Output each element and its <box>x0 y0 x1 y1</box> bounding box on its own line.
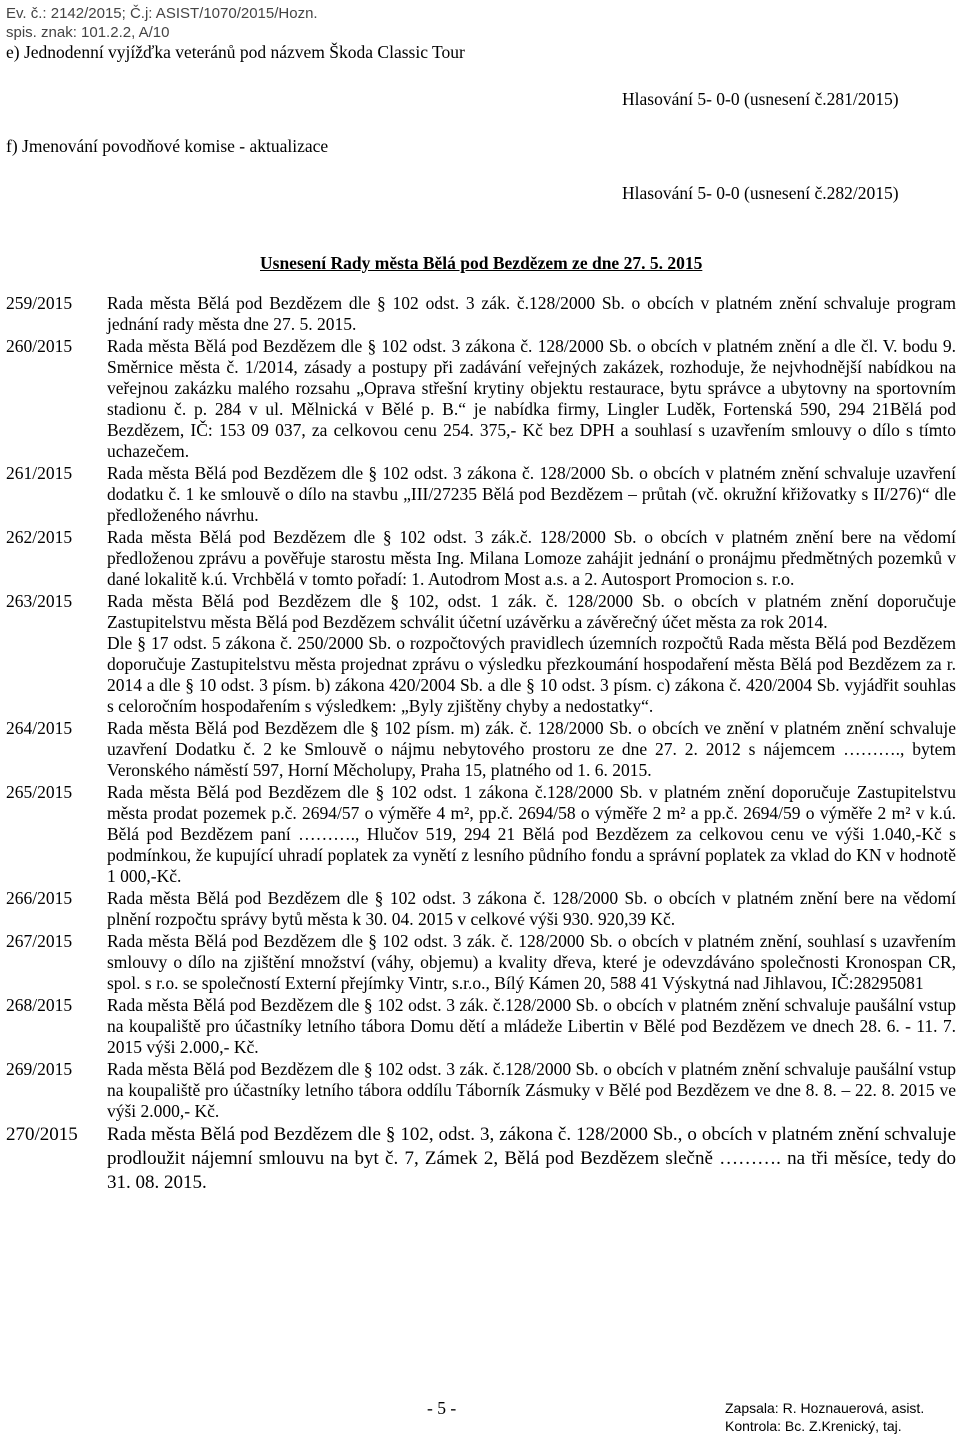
resolution-text <box>107 888 956 930</box>
resolution-text <box>107 782 956 887</box>
resolution-paragraph: Rada města Bělá pod Bezdězem dle § 102 písm. m) zák. č. 128/2000 Sb. o obcích ve znění v platném znění schvaluje uzavření Dodatku č. 2 ke Smlouvě o nájmu nebytového prostoru ze dne 27. 2. 2012 s nájemcem ………., bytem Veronského náměstí 597, Horní Měcholupy, Praha 15, platného od 1. 6. 2015. <box>107 718 956 780</box>
resolution-paragraph: Rada města Bělá pod Bezdězem dle § 102, odst. 3, zákona č. 128/2000 Sb., o obcích v platném znění schvaluje prodloužit nájemní smlouvu na byt č. 7, Zámek 2, Bělá pod Bezdězem slečně ………. na tři měsíce, tedy do 31. 08. 2015. <box>107 1124 956 1193</box>
resolution-paragraph: Rada města Bělá pod Bezdězem dle § 102 odst. 3 zákona č. 128/2000 Sb. o obcích v platném znění a dle čl. V. bodu 9. Směrnice města č. 1/2014, zásady a postupy při zadávání veřejných zakázek, rozhoduje, že nejvhodnější nabídkou na veřejnou zakázku malého rozsahu „Oprava střešní krytiny objektu restaurace, bytu správce a ubytovny na sportovním stadionu č. p. 284 v ul. Mělnická v Bělé p. B.“ je nabídka firmy, Lingler Luděk, Fortenská 590, 294 21Bělá pod Bezdězem, IČ: 153 09 037, za celkovou cenu 254. 375,- Kč bez DPH a souhlasí s uzavřením smlouvy o dílo s tímto uchazečem. <box>107 336 956 461</box>
resolution-number: 269/2015 <box>6 1059 73 1079</box>
resolution-number: 267/2015 <box>6 931 73 951</box>
resolution-266 <box>6 888 956 930</box>
resolution-paragraph: Rada města Bělá pod Bezdězem dle § 102 odst. 3 zák. č.128/2000 Sb. o obcích v platném znění schvaluje paušální vstup na koupaliště pro účastníky letního tábora oddílu Táborník Zásmuky v Bělé pod Bezdězem ve dne 8. 8. – 22. 8. 2015 ve výši 2.000,- Kč. <box>107 1059 956 1121</box>
resolution-paragraph: Rada města Bělá pod Bezdězem dle § 102 odst. 3 zák. č. 128/2000 Sb. o obcích v platném znění, souhlasí s uzavřením smlouvy o dílo na zjištění množství (váhy, objemu) a kvality dřeva, které je odevzdáváno společnosti Kronospan CR, spol. s r.o. se společností Externí přejímky Vintr, s.r.o., Bílý Kámen 20, 588 41 Výskytná nad Jihlavou, IČ:28295081 <box>107 931 956 993</box>
resolution-text <box>107 1123 956 1195</box>
resolution-text <box>107 293 956 335</box>
resolution-paragraph: Rada města Bělá pod Bezdězem dle § 102 odst. 1 zákona č.128/2000 Sb. v platném znění doporučuje Zastupitelstvu města prodat pozemek p.č. 2694/57 o výměře 4 m², pp.č. 2694/58 o výměře 2 m² a pp.č. 2694/59 o výměře 2 m² v k.ú. Bělá pod Bezdězem paní ………., Hlučov 519, 294 21 Bělá pod Bezdězem za celkovou cenu ve výši 1.040,-Kč s podmínkou, že kupující uhradí poplatek za vynětí z lesního půdního fondu a správní poplatek za vklad do KN v hodnotě 1 000,-Kč. <box>107 782 956 886</box>
resolution-paragraph: Rada města Bělá pod Bezdězem dle § 102, odst. 1 zák. č. 128/2000 Sb. o obcích v platném znění doporučuje Zastupitelstvu města Bělá pod Bezdězem schválit účetní uzávěrku a závěrečný účet města za rok 2014. <box>107 591 956 632</box>
resolution-paragraph: Rada města Bělá pod Bezdězem dle § 102 odst. 3 zák.č. 128/2000 Sb. o obcích v platném znění bere na vědomí předloženou zprávu a pověřuje starostu města Ing. Milana Lomoze zahájit jednání o pronájmu předmětných pozemků v dané lokalitě k.ú. Vrchbělá v tomto pořadí: 1. Autodrom Most a.s. a 2. Autosport Promocion s. r.o. <box>107 527 956 589</box>
resolution-number: 263/2015 <box>6 591 73 611</box>
resolution-267 <box>6 931 956 994</box>
resolutions-title: Usnesení Rady města Bělá pod Bezdězem ze dne 27. 5. 2015 <box>260 253 703 273</box>
resolution-number: 268/2015 <box>6 995 73 1015</box>
resolution-paragraph: Rada města Bělá pod Bezdězem dle § 102 odst. 3 zák. č.128/2000 Sb. o obcích v platném znění schvaluje paušální vstup na koupaliště pro účastníky letního tábora Domu dětí a mládeže Libertin v Bělé pod Bezdězem ve dnech 28. 6. - 11. 7. 2015 výši 2.000,- Kč. <box>107 995 956 1057</box>
resolution-264 <box>6 718 956 781</box>
resolution-text <box>107 931 956 994</box>
section-e-title: e) Jednodenní vyjížďka veteránů pod názvem Škoda Classic Tour <box>6 42 465 62</box>
resolution-paragraph: Dle § 17 odst. 5 zákona č. 250/2000 Sb. o rozpočtových pravidlech územních rozpočtů Rada města Bělá pod Bezdězem doporučuje Zastupitelstvu města projednat zprávu o výsledku přezkoumání hospodaření města Bělá pod Bezdězem za r. 2014 a dle § 10 odst. 3 písm. b) zákona 420/2004 Sb. a dle § 10 odst. 3 písm. c) zákona č. 420/2004 Sb. vyjádřit souhlas s celoročním hospodařením s výsledkem: „Byly zjištěny chyby a nedostatky“. <box>107 633 956 716</box>
resolution-number: 261/2015 <box>6 463 73 483</box>
resolution-text <box>107 336 956 462</box>
page-number: - 5 - <box>427 1398 457 1418</box>
resolution-text <box>107 591 956 717</box>
resolution-number: 262/2015 <box>6 527 73 547</box>
resolution-paragraph: Rada města Bělá pod Bezdězem dle § 102 odst. 3 zák. č.128/2000 Sb. o obcích v platném znění schvaluje program jednání rady města dne 27. 5. 2015. <box>107 293 956 334</box>
resolution-text <box>107 527 956 590</box>
resolution-text <box>107 995 956 1058</box>
footer-checked-by: Kontrola: Bc. Z.Krenický, taj. <box>725 1418 902 1434</box>
resolution-268 <box>6 995 956 1058</box>
resolution-number: 270/2015 <box>6 1124 78 1145</box>
resolution-text <box>107 463 956 526</box>
resolution-number: 259/2015 <box>6 293 73 313</box>
resolution-number: 260/2015 <box>6 336 73 356</box>
resolution-text <box>107 1059 956 1122</box>
resolution-269 <box>6 1059 956 1122</box>
resolution-260 <box>6 336 956 462</box>
resolution-265 <box>6 782 956 887</box>
resolution-number: 265/2015 <box>6 782 73 802</box>
resolution-paragraph: Rada města Bělá pod Bezdězem dle § 102 odst. 3 zákona č. 128/2000 Sb. o obcích v platném znění schvaluje uzavření dodatku č. 1 ke smlouvě o dílo na stavbu „III/27235 Bělá pod Bezdězem – průtah (vč. okružní křižovatky s II/276)“ dle předloženého návrhu. <box>107 463 956 525</box>
resolution-259 <box>6 293 956 335</box>
resolution-261 <box>6 463 956 526</box>
section-e-vote: Hlasování 5- 0-0 (usnesení č.281/2015) <box>622 89 899 109</box>
resolution-text <box>107 718 956 781</box>
resolution-number: 264/2015 <box>6 718 73 738</box>
header-file-code: spis. znak: 101.2.2, A/10 <box>6 24 170 41</box>
resolution-262 <box>6 527 956 590</box>
resolution-paragraph: Rada města Bělá pod Bezdězem dle § 102 odst. 3 zákona č. 128/2000 Sb. o obcích v platném znění bere na vědomí plnění rozpočtu správy bytů města k 30. 04. 2015 v celkové výši 930. 920,39 Kč. <box>107 888 956 929</box>
resolution-263 <box>6 591 956 717</box>
resolution-number: 266/2015 <box>6 888 73 908</box>
section-f-vote: Hlasování 5- 0-0 (usnesení č.282/2015) <box>622 183 899 203</box>
footer-written-by: Zapsala: R. Hoznauerová, asist. <box>725 1400 925 1416</box>
header-evidence-number: Ev. č.: 2142/2015; Č.j: ASIST/1070/2015/Hozn. <box>6 5 318 22</box>
section-f-title: f) Jmenování povodňové komise - aktualizace <box>6 136 329 156</box>
resolutions-list <box>6 293 956 1196</box>
resolution-270 <box>6 1123 956 1195</box>
